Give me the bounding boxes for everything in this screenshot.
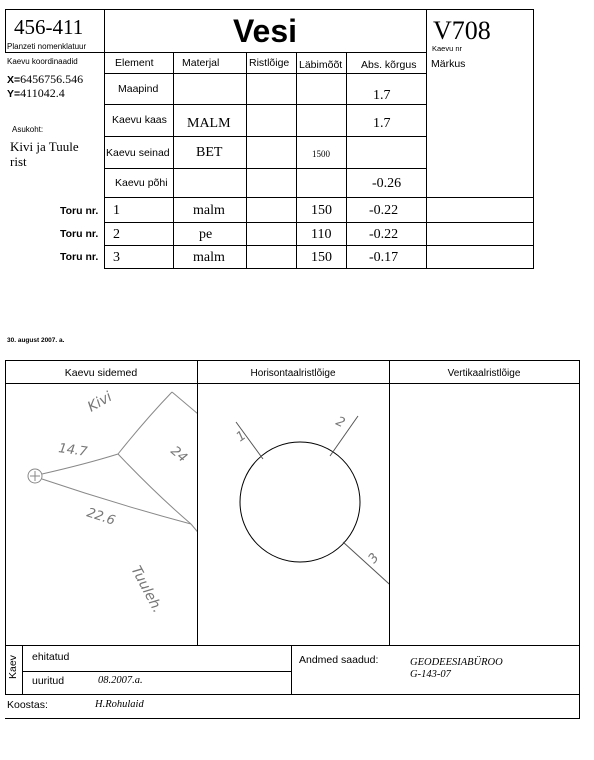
pipe-diameter-1: 150 (311, 203, 332, 218)
well-circle (240, 442, 360, 562)
row-material-2: BET (196, 145, 223, 160)
panel-vertical-title: Vertikaalristlõige (447, 368, 521, 379)
pipe-height-3: -0.17 (369, 250, 399, 265)
col-height: Abs. kõrgus (361, 59, 417, 71)
dist-label-1: 14.7 (57, 441, 89, 460)
tie-line-3 (42, 479, 191, 524)
row-material-1: MALM (187, 116, 231, 131)
ties-sketch (6, 384, 197, 645)
row-height-1: 1.7 (373, 116, 391, 131)
row-diameter-2: 1500 (312, 149, 330, 159)
pipe-number-2: 2 (113, 227, 120, 242)
compiled-label: Koostas: (7, 699, 48, 711)
dist-label-3: 22.6 (84, 505, 117, 529)
footer-side-label: Kaev (7, 655, 19, 679)
sheet-label: Planzeti nomenklatuur (7, 42, 87, 51)
pipe-height-2: -0.22 (369, 227, 399, 242)
row-element-0: Maapind (118, 83, 159, 95)
pipe-material-1: malm (193, 203, 225, 218)
dist-label-2: 24 (167, 443, 190, 466)
section-lines (233, 416, 389, 592)
row-element-3: Kaevu põhi (115, 177, 168, 189)
source-line2: G-143-07 (410, 669, 451, 680)
row-element-2: Kaevu seinad (106, 147, 170, 159)
pipe-label-1-sketch: 1 (233, 428, 250, 446)
source-label: Andmed saadud: (299, 654, 379, 666)
street-label-tuule: Tuuleh. (127, 563, 166, 616)
well-crosshair-icon (30, 471, 40, 481)
kivi-street-line (118, 392, 172, 454)
compiled-value: H.Rohulaid (95, 699, 144, 710)
pipe-height-1: -0.22 (369, 203, 399, 218)
pipe-number-1: 1 (113, 203, 120, 218)
pipe-label-3-sketch: 3 (365, 550, 383, 567)
source-line1: GEODEESIABÜROO (410, 657, 503, 668)
coord-x-value: 6456756.546 (20, 72, 84, 86)
horizontal-section-sketch (198, 384, 389, 645)
pipe-label-1: Toru nr. (60, 205, 99, 217)
well-number: V708 (433, 16, 491, 45)
sheet-number: 456-411 (14, 15, 84, 39)
built-label: ehitatud (32, 651, 70, 663)
col-section: Ristlõige (249, 57, 290, 69)
row-height-3: -0.26 (372, 176, 402, 191)
location-line1: Kivi ja Tuule (10, 139, 79, 154)
surveyed-value: 08.2007.a. (98, 675, 143, 686)
pipe-number-3: 3 (113, 250, 120, 265)
coord-x (7, 72, 83, 87)
col-material: Materjal (182, 57, 220, 69)
coord-y (7, 86, 65, 101)
pipe-diameter-2: 110 (311, 227, 332, 242)
pipe-material-2: pe (199, 227, 213, 242)
pipe-line-3 (343, 542, 389, 592)
coord-x-label: X= (7, 74, 21, 86)
pipe-diameter-3: 150 (311, 250, 332, 265)
tuule-street-line (191, 524, 197, 536)
pipe-label-2-sketch: 2 (333, 414, 348, 432)
location-line2: rist (10, 154, 27, 169)
coords-label: Kaevu koordinaadid (7, 57, 78, 66)
panel-horizontal-title: Horisontaalristlõige (250, 368, 336, 379)
col-notes: Märkus (431, 58, 466, 70)
well-label: Kaevu nr (432, 44, 463, 53)
pipe-material-3: malm (193, 250, 225, 265)
col-element: Element (115, 57, 154, 69)
panel-ties-title: Kaevu sidemed (64, 367, 138, 379)
row-height-0: 1.7 (373, 88, 391, 103)
street-corner-line (172, 392, 197, 414)
surveyed-label: uuritud (32, 675, 65, 687)
coord-y-value: 411042.4 (20, 86, 65, 100)
street-label-kivi: Kivi (85, 388, 115, 416)
col-diameter: Läbimõõt (299, 59, 343, 71)
row-element-1: Kaevu kaas (112, 114, 167, 126)
date-stamp: 30. august 2007. a. (7, 337, 65, 344)
coord-y-label: Y= (7, 88, 21, 100)
pipe-label-2: Toru nr. (60, 228, 99, 240)
page-title: Vesi (232, 13, 298, 49)
location-label: Asukoht: (12, 125, 44, 134)
pipe-label-3: Toru nr. (60, 251, 99, 263)
